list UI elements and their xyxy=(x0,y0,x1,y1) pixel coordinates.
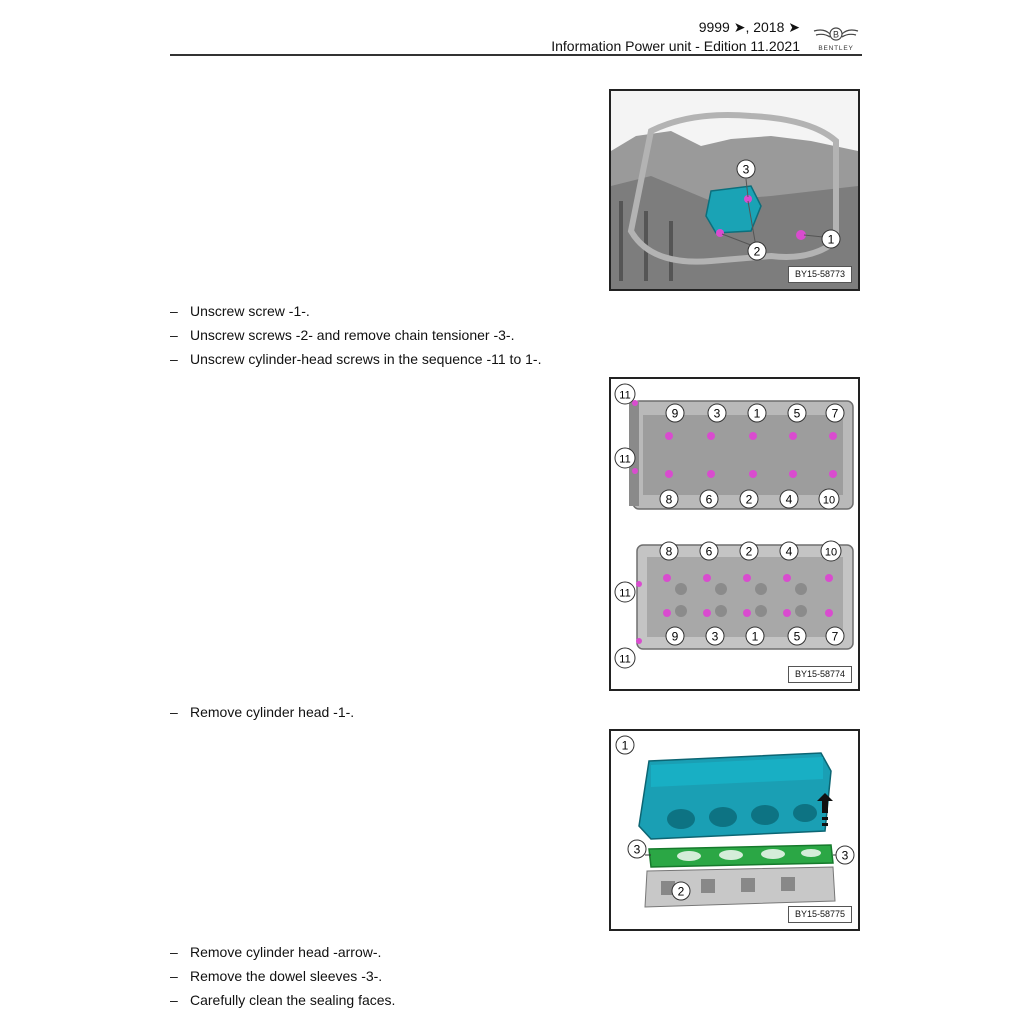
svg-text:3: 3 xyxy=(713,406,721,421)
svg-text:2: 2 xyxy=(745,492,753,507)
svg-text:1: 1 xyxy=(621,738,629,753)
svg-text:1: 1 xyxy=(827,232,835,247)
figure-chain-tensioner xyxy=(609,89,860,291)
logo-text: BENTLEY xyxy=(818,45,854,52)
step-remove-dowel-sleeves: – Remove the dowel sleeves -3-. xyxy=(170,968,383,984)
step-unscrew-screw-1: – Unscrew screw -1-. xyxy=(170,303,310,319)
step-remove-cylinder-head: – Remove cylinder head -1-. xyxy=(170,704,355,720)
figure-bolt-sequence xyxy=(609,377,860,691)
svg-text:8: 8 xyxy=(665,492,673,507)
svg-text:3: 3 xyxy=(742,162,750,177)
step-unscrew-cylinder-head-screws: – Unscrew cylinder-head screws in the sequence -11 to 1-. xyxy=(170,351,542,367)
header-divider xyxy=(170,54,862,56)
callout-2 xyxy=(672,882,690,900)
callout-1 xyxy=(616,736,634,754)
svg-text:9: 9 xyxy=(671,406,679,421)
svg-text:2: 2 xyxy=(745,544,753,559)
bentley-logo xyxy=(812,22,860,54)
svg-text:4: 4 xyxy=(785,492,793,507)
svg-text:1: 1 xyxy=(751,629,759,644)
svg-text:11: 11 xyxy=(619,453,631,466)
callout-1 xyxy=(822,230,840,248)
svg-text:1: 1 xyxy=(753,406,761,421)
svg-text:5: 5 xyxy=(793,406,801,421)
svg-text:11: 11 xyxy=(619,389,631,402)
svg-text:8: 8 xyxy=(665,544,673,559)
step-remove-cylinder-head-arrow: – Remove cylinder head -arrow-. xyxy=(170,944,382,960)
svg-text:3: 3 xyxy=(711,629,719,644)
document-title: Information Power unit - Edition 11.2021 xyxy=(551,38,800,54)
logo-mark: B xyxy=(832,29,840,40)
callout-3 xyxy=(737,160,755,178)
svg-text:4: 4 xyxy=(785,544,793,559)
svg-text:5: 5 xyxy=(793,629,801,644)
svg-text:7: 7 xyxy=(831,406,839,421)
step-clean-sealing-faces: – Carefully clean the sealing faces. xyxy=(170,992,396,1008)
callout-3-right xyxy=(836,846,854,864)
svg-text:11: 11 xyxy=(619,587,631,600)
svg-text:2: 2 xyxy=(753,244,761,259)
document-header xyxy=(551,18,800,56)
svg-text:9: 9 xyxy=(671,629,679,644)
svg-text:3: 3 xyxy=(633,842,641,857)
figure-id-1: BY15-58773 xyxy=(788,266,852,283)
svg-text:6: 6 xyxy=(705,544,713,559)
callout-2 xyxy=(748,242,766,260)
svg-text:10: 10 xyxy=(822,494,836,507)
svg-text:10: 10 xyxy=(824,546,838,559)
callout-3-left xyxy=(628,840,646,858)
svg-text:2: 2 xyxy=(677,884,685,899)
step-remove-chain-tensioner: – Unscrew screws -2- and remove chain tensioner -3-. xyxy=(170,327,515,343)
figure-id-2: BY15-58774 xyxy=(788,666,852,683)
svg-text:3: 3 xyxy=(841,848,849,863)
svg-text:11: 11 xyxy=(619,653,631,666)
model-range: 9999 ➤, 2018 ➤ xyxy=(698,19,800,35)
svg-text:7: 7 xyxy=(831,629,839,644)
figure-id-3: BY15-58775 xyxy=(788,906,852,923)
svg-text:6: 6 xyxy=(705,492,713,507)
figure-cylinder-head-removal xyxy=(609,729,860,931)
